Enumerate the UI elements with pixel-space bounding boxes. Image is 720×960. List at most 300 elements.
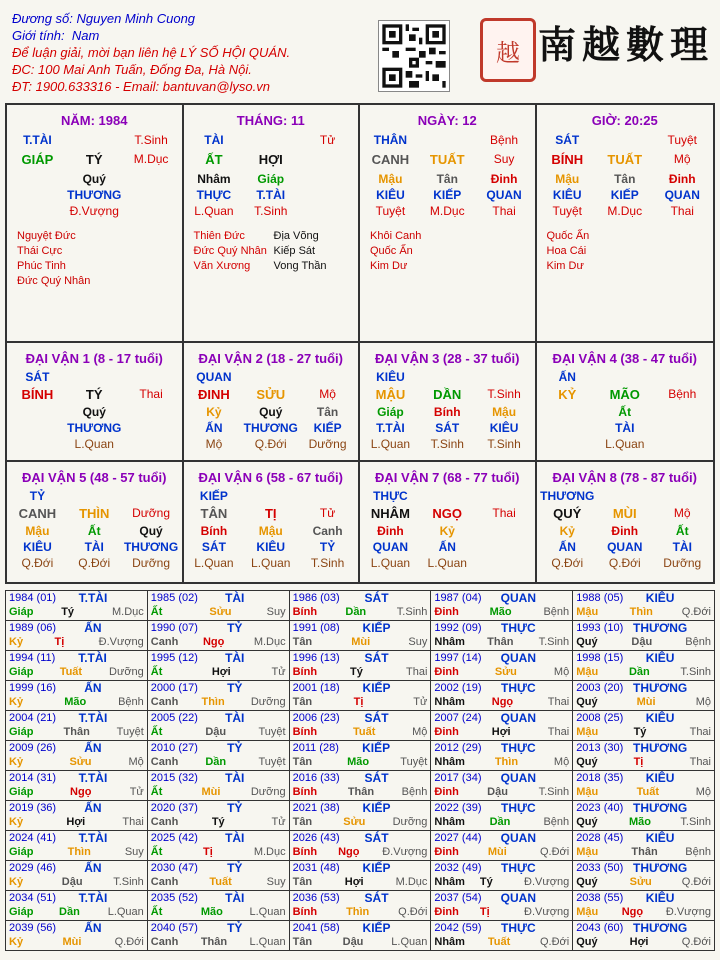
daivan-can: NHÂM [370, 506, 410, 521]
daivan-tt: Dưỡng [132, 556, 171, 570]
year-chi: Ngọ [338, 846, 360, 858]
year-label: 1989 (06) [9, 622, 57, 634]
year-chi: Tuất [636, 786, 660, 798]
year-cell [147, 711, 289, 741]
year-label: 2020 (37) [150, 802, 198, 814]
year-chi: Tý [211, 816, 225, 828]
pillar-chi: TUẤT [607, 152, 643, 167]
year-label: 2033 (50) [576, 862, 624, 874]
year-cell [147, 651, 289, 681]
year-label: 2037 (54) [434, 892, 482, 904]
year-label: 1987 (04) [434, 592, 482, 604]
year-label: 2014 (31) [9, 772, 57, 784]
year-can: Ất [150, 906, 163, 918]
daivan-can: KỶ [558, 387, 577, 402]
hidden-sao: QUAN [664, 188, 700, 202]
year-sao: SÁT [364, 771, 389, 785]
year-cell [573, 621, 715, 651]
year-sao: ẤN [84, 921, 102, 935]
star-item: Khôi Canh [370, 230, 422, 242]
year-chi: Tị [54, 636, 65, 648]
year-tt: Tuyệt [258, 726, 286, 738]
year-sao: T.TÀI [78, 711, 108, 725]
year-label: 2041 (58) [292, 922, 340, 934]
year-chi: Thìn [67, 846, 91, 858]
year-label: 1992 (09) [434, 622, 482, 634]
year-tt: Q.Đới [681, 876, 711, 888]
year-chi: Ngọ [70, 786, 92, 798]
year-cell [289, 681, 431, 711]
hidden-stem: Mậu [555, 172, 580, 186]
year-cell [573, 711, 715, 741]
year-tt: Mộ [128, 756, 144, 768]
year-cell [431, 921, 573, 951]
year-sao: TỶ [227, 861, 243, 875]
year-can: Kỷ [9, 636, 24, 648]
year-tt: Đ.Vượng [382, 846, 428, 858]
pillar-title: GIỜ: 20:25 [591, 113, 658, 128]
pillar-3 [537, 105, 714, 343]
year-tt: Đ.Vượng [665, 906, 711, 918]
daivan-row-1 [7, 343, 713, 462]
year-chi: Thân [200, 936, 228, 948]
year-tt: Đ.Vượng [524, 876, 570, 888]
year-sao: KIÊU [645, 771, 675, 785]
year-tt: Mộ [695, 786, 711, 798]
year-cell [6, 681, 148, 711]
year-chi: Hợi [491, 726, 511, 738]
year-sao: TÀI [225, 651, 245, 665]
year-can: Kỷ [9, 936, 24, 948]
year-can: Bính [292, 726, 318, 738]
year-chi: Dậu [631, 636, 653, 648]
year-chi: Tuất [59, 666, 83, 678]
year-cell [431, 801, 573, 831]
year-sao: QUAN [500, 831, 536, 845]
year-cell [431, 591, 573, 621]
year-chi: Tý [479, 876, 493, 888]
daivan-chi: TỊ [264, 506, 277, 521]
daivan-hidden: Mậu [492, 405, 517, 419]
year-cell [573, 801, 715, 831]
year-sao: T.TÀI [78, 831, 108, 845]
year-tt: Bệnh [118, 696, 144, 708]
year-can: Mậu [576, 726, 599, 738]
year-cell [147, 921, 289, 951]
year-label: 2029 (46) [9, 862, 57, 874]
year-cell [147, 891, 289, 921]
year-chi: Sửu [343, 816, 366, 828]
year-chi: Tị [633, 756, 644, 768]
hidden-stem: Tân [436, 172, 458, 186]
year-sao: ẤN [84, 861, 102, 875]
daivan-title: ĐẠI VẬN 3 (28 - 37 tuổi) [375, 351, 520, 366]
year-sao: KIÊU [645, 711, 675, 725]
year-can: Canh [150, 756, 179, 768]
star-item: Nguyệt Đức [17, 230, 76, 242]
daivan-tt: L.Quan [370, 437, 411, 451]
year-can: Bính [292, 846, 318, 858]
year-chi: Sửu [629, 876, 652, 888]
year-tt: Dưỡng [250, 786, 286, 798]
daivan-tt: L.Quan [370, 556, 411, 570]
daivan-title: ĐẠI VẬN 5 (48 - 57 tuổi) [22, 470, 167, 485]
year-can: Mậu [576, 606, 599, 618]
year-cell [6, 771, 148, 801]
year-cell [147, 801, 289, 831]
year-row [6, 741, 715, 771]
year-chi: Mão [347, 756, 370, 768]
year-chi: Dần [628, 666, 650, 678]
daivan-tt: Thai [139, 387, 163, 401]
qr-code-icon[interactable] [378, 20, 450, 92]
daivan-sao: T.TÀI [376, 421, 405, 435]
daivan-tt: Dưỡng [663, 556, 702, 570]
year-sao: KIÊU [645, 591, 675, 605]
pillar-0 [7, 105, 184, 343]
year-sao: QUAN [500, 891, 536, 905]
year-can: Canh [150, 696, 179, 708]
year-sao: ẤN [84, 621, 102, 635]
year-can: Quý [576, 876, 598, 888]
year-tt: Suy [124, 846, 144, 858]
year-cell [289, 651, 431, 681]
year-cell [431, 711, 573, 741]
year-label: 2042 (59) [434, 922, 482, 934]
year-chi: Mùi [636, 696, 656, 708]
year-label: 1986 (03) [292, 592, 340, 604]
year-cell [431, 771, 573, 801]
year-sao: TỶ [227, 741, 243, 755]
year-row [6, 651, 715, 681]
pillar-can: ẤT [205, 152, 223, 167]
daivan-sao: KIÊU [489, 421, 519, 435]
year-tt: Dưỡng [109, 666, 144, 678]
year-sao: SÁT [364, 891, 389, 905]
year-chi: Tị [353, 696, 364, 708]
daivan-7 [360, 462, 537, 582]
year-chi: Thân [63, 726, 90, 738]
year-label: 2036 (53) [292, 892, 340, 904]
year-tt: T.Sinh [538, 786, 570, 798]
year-chi: Thìn [629, 606, 653, 618]
year-cell [573, 921, 715, 951]
year-can: Mậu [576, 846, 599, 858]
year-label: 2008 (25) [576, 712, 624, 724]
year-chi: Tị [202, 846, 213, 858]
hidden-tt: M.Dục [607, 204, 643, 218]
year-sao: THƯƠNG [633, 801, 688, 815]
daivan-sao: THƯƠNG [67, 421, 122, 435]
year-tt: Tử [271, 666, 286, 678]
year-label: 2001 (18) [292, 682, 340, 694]
hidden-sao: KIẾP [610, 188, 639, 202]
year-can: Đinh [434, 786, 459, 798]
year-tt: Đ.Vượng [524, 906, 570, 918]
year-sao: THỰC [501, 621, 536, 635]
hidden-sao: QUAN [486, 188, 522, 202]
year-cell [289, 831, 431, 861]
contact-note: Để luận giải, mời bạn liên hệ LÝ SỐ HỘI QUÁN. [12, 45, 291, 60]
year-sao: ẤN [84, 741, 102, 755]
year-sao: KIÊU [645, 891, 675, 905]
year-label: 1995 (12) [150, 652, 198, 664]
year-label: 2022 (39) [434, 802, 482, 814]
header-info [12, 10, 290, 95]
year-can: Tân [292, 936, 313, 948]
star-item: Hoa Cái [546, 245, 587, 257]
year-label: 2017 (34) [434, 772, 482, 784]
year-tt: Suy [266, 876, 286, 888]
hidden-sao: KIÊU [376, 188, 405, 202]
daivan-sao: ẤN [205, 421, 223, 435]
daivan-tt: Q.Đới [254, 437, 287, 451]
star-item: Đức Quý Nhân [193, 245, 267, 257]
daivan-top-sao: SÁT [25, 370, 50, 384]
year-tt: Q.Đới [681, 606, 711, 618]
year-can: Quý [576, 756, 598, 768]
daivan-tt: Tử [319, 506, 336, 520]
daivan-2 [184, 343, 361, 462]
daivan-sao: THƯƠNG [243, 421, 298, 435]
year-tt: Bệnh [685, 846, 711, 858]
year-label: 2032 (49) [434, 862, 482, 874]
daivan-top-sao: TỶ [29, 489, 46, 503]
year-label: 1996 (13) [292, 652, 340, 664]
year-cell [289, 771, 431, 801]
year-chi: Hợi [344, 876, 364, 888]
daivan-chi: MÃO [609, 387, 640, 402]
year-tt: Đ.Vượng [98, 636, 144, 648]
year-cell [573, 591, 715, 621]
year-cell [573, 741, 715, 771]
year-chi: Mão [200, 906, 223, 918]
year-cell [6, 921, 148, 951]
year-chi: Sửu [69, 756, 92, 768]
year-can: Đinh [434, 606, 459, 618]
gender-value: Nam [71, 28, 100, 43]
year-label: 2006 (23) [292, 712, 340, 724]
year-row [6, 591, 715, 621]
year-label: 2004 (21) [9, 712, 57, 724]
pillar-top-sao: T.TÀI [23, 133, 52, 147]
year-tt: Dưỡng [250, 696, 286, 708]
daivan-tt: Thai [492, 506, 516, 520]
year-tt: Mộ [553, 756, 570, 768]
year-sao: TỶ [227, 801, 243, 815]
year-can: Giáp [9, 606, 34, 618]
star-item-2: Địa Võng [273, 230, 319, 242]
year-sao: KIẾP [362, 861, 391, 875]
year-sao: KIẾP [362, 621, 391, 635]
year-label: 1998 (15) [576, 652, 624, 664]
daivan-sao: TÀI [84, 540, 104, 554]
year-cell [431, 861, 573, 891]
year-cell [147, 861, 289, 891]
hidden-tt: Tuyệt [375, 204, 406, 218]
year-chi: Mão [489, 606, 512, 618]
year-chi: Sửu [494, 666, 517, 678]
year-tt: Bệnh [543, 816, 570, 828]
year-tt: Q.Đới [539, 936, 570, 948]
daivan-tt: L.Quan [74, 437, 114, 451]
pillar-title: THÁNG: 11 [236, 113, 305, 128]
year-cell [573, 651, 715, 681]
year-label: 1991 (08) [292, 622, 340, 634]
year-cell [147, 681, 289, 711]
year-sao: T.TÀI [78, 771, 108, 785]
year-sao: THỰC [501, 741, 536, 755]
year-chi: Mùi [62, 936, 82, 948]
pillar-2 [360, 105, 537, 343]
year-can: Giáp [9, 906, 34, 918]
daivan-chi: THÌN [79, 506, 110, 521]
year-sao: THƯƠNG [633, 681, 688, 695]
year-label: 1999 (16) [9, 682, 57, 694]
year-chi: Mùi [487, 846, 507, 858]
daivan-top-sao: THƯƠNG [540, 489, 595, 503]
year-tt: Thai [405, 666, 428, 678]
hidden-tt: Thai [670, 204, 694, 218]
year-tt: Mộ [412, 726, 428, 738]
year-cell [289, 921, 431, 951]
daivan-title: ĐẠI VẬN 8 (78 - 87 tuổi) [552, 470, 697, 485]
daivan-tt: L.Quan [605, 437, 645, 451]
year-can: Ất [150, 726, 163, 738]
year-label: 1985 (02) [150, 592, 198, 604]
year-chi: Tý [349, 666, 363, 678]
year-tt: Tuyệt [400, 756, 428, 768]
year-chi: Dậu [61, 876, 83, 888]
year-sao: TÀI [225, 891, 245, 905]
year-can: Canh [150, 816, 179, 828]
year-can: Tân [292, 696, 313, 708]
annual-table [5, 590, 715, 951]
daivan-hidden: Mậu [258, 524, 283, 538]
year-sao: QUAN [500, 771, 536, 785]
year-tt: L.Quan [249, 906, 286, 918]
daivan-tt: Q.Đới [21, 556, 54, 570]
year-sao: TỶ [227, 621, 243, 635]
year-cell [289, 711, 431, 741]
year-tt: Tử [271, 816, 286, 828]
year-tt: T.Sinh [680, 816, 711, 828]
year-sao: KIẾP [362, 741, 391, 755]
year-sao: SÁT [364, 591, 389, 605]
hidden-stem: Quý [82, 172, 106, 186]
star-item: Quốc Ấn [546, 230, 590, 242]
daivan-hidden: Quý [82, 405, 106, 419]
pillar-extra: Mộ [673, 152, 691, 166]
year-tt: T.Sinh [113, 876, 144, 888]
year-tt: L.Quan [107, 906, 144, 918]
year-chi: Tị [479, 906, 490, 918]
year-sao: TÀI [225, 831, 245, 845]
hidden-sao: THƯƠNG [67, 188, 122, 202]
year-tt: Mộ [695, 696, 711, 708]
year-chi: Dậu [487, 786, 508, 798]
year-cell [147, 831, 289, 861]
year-cell [147, 771, 289, 801]
year-can: Quý [576, 936, 598, 948]
year-cell [147, 621, 289, 651]
daivan-can: QUÝ [553, 506, 582, 521]
year-cell [6, 861, 148, 891]
daivan-hidden: Ất [675, 524, 689, 538]
year-chi: Mùi [351, 636, 371, 648]
star-item: Thái Cực [17, 245, 63, 257]
year-tt: M.Dục [253, 846, 286, 858]
daivan-hidden: Kỷ [559, 524, 575, 538]
year-can: Bính [292, 606, 318, 618]
year-tt: Bệnh [543, 606, 570, 618]
daivan-4 [537, 343, 714, 462]
year-cell [431, 651, 573, 681]
year-tt: Bệnh [401, 786, 428, 798]
year-label: 2025 (42) [150, 832, 198, 844]
year-tt: Bệnh [685, 636, 711, 648]
year-tt: Thai [689, 756, 711, 768]
year-chi: Thân [487, 636, 514, 648]
year-tt: M.Dục [253, 636, 286, 648]
year-chi: Dần [345, 606, 367, 618]
year-can: Quý [576, 636, 598, 648]
pillar-extra: Suy [493, 152, 515, 166]
year-chi: Thìn [346, 906, 370, 918]
year-label: 2034 (51) [9, 892, 57, 904]
star-item: Quốc Ấn [370, 245, 413, 257]
year-sao: TÀI [225, 771, 245, 785]
year-cell [573, 861, 715, 891]
daivan-tt: T.Sinh [487, 437, 521, 451]
year-chi: Thân [347, 786, 375, 798]
year-label: 2030 (47) [150, 862, 198, 874]
year-tt: M.Dục [395, 876, 428, 888]
year-can: Ất [150, 606, 163, 618]
year-can: Canh [150, 876, 179, 888]
daivan-chi: TÝ [85, 387, 103, 402]
daivan-tt: Q.Đới [78, 556, 111, 570]
daivan-hidden: Quý [259, 405, 283, 419]
year-label: 1990 (07) [150, 622, 198, 634]
year-label: 2035 (52) [150, 892, 198, 904]
year-label: 2011 (28) [292, 742, 339, 754]
daivan-hidden: Mậu [25, 524, 50, 538]
year-label: 2027 (44) [434, 832, 482, 844]
pillar-top-sao: TÀI [204, 133, 224, 147]
brand-logo: 南越數理 [538, 22, 715, 67]
year-sao: THƯƠNG [633, 741, 688, 755]
daivan-tt: L.Quan [251, 556, 291, 570]
year-can: Ất [150, 846, 163, 858]
year-cell [573, 891, 715, 921]
year-tt: L.Quan [249, 936, 286, 948]
year-sao: ẤN [84, 681, 102, 695]
year-sao: QUAN [500, 591, 536, 605]
year-tt: Suy [408, 636, 428, 648]
year-label: 2031 (48) [292, 862, 340, 874]
daivan-6 [184, 462, 361, 582]
year-chi: Dần [59, 906, 80, 918]
hidden-sao: KIÊU [552, 188, 582, 202]
year-can: Nhâm [434, 876, 465, 888]
year-sao: ẤN [84, 801, 102, 815]
year-row [6, 921, 715, 951]
hidden-tt: M.Dục [429, 204, 465, 218]
daivan-hidden: Đinh [611, 524, 639, 538]
daivan-chi: SỬU [256, 387, 286, 402]
year-row [6, 891, 715, 921]
